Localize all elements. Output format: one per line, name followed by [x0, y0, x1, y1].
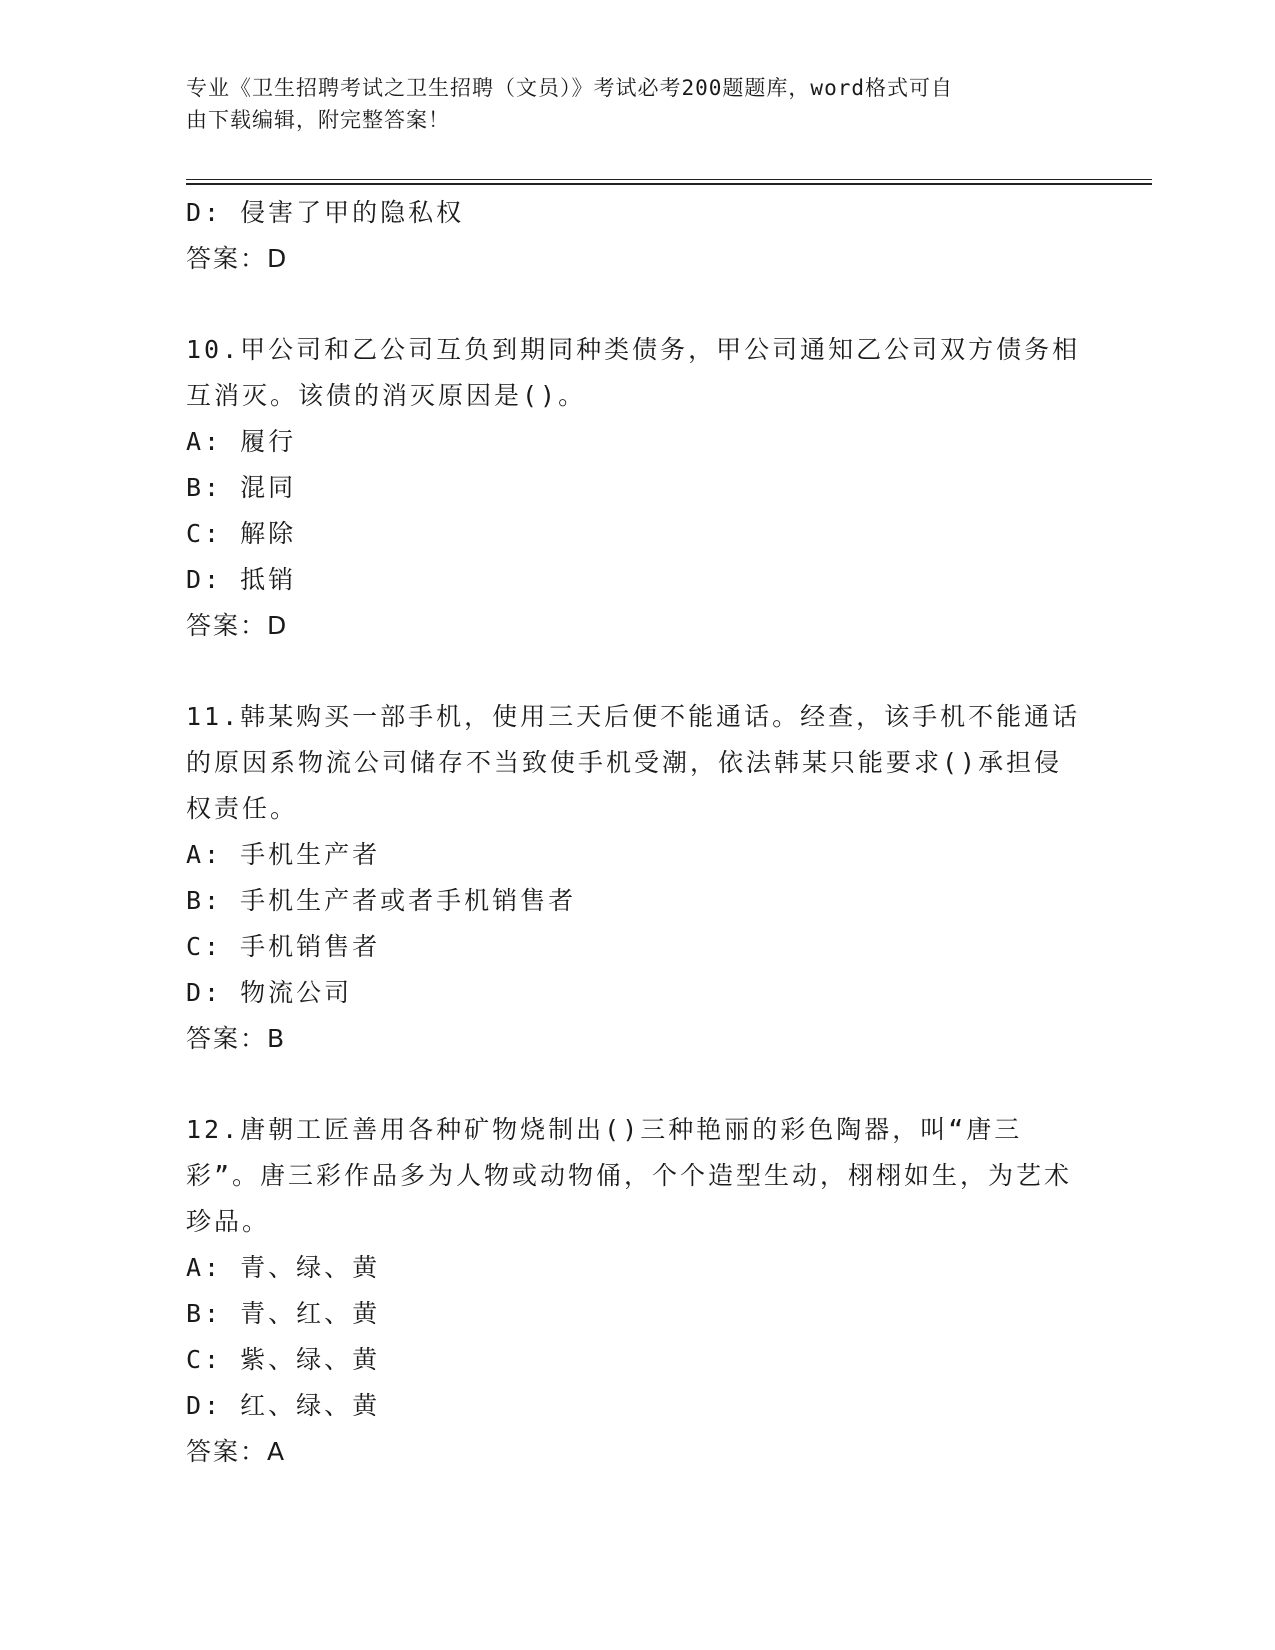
question-10: [186, 327, 1086, 649]
answer-line: 答案：D: [186, 611, 289, 640]
option-b: B: 青、红、黄: [186, 1299, 381, 1328]
option-c: C: 手机销售者: [186, 932, 381, 961]
header-divider-thin: [186, 179, 1152, 180]
option-d: D: 物流公司: [186, 978, 353, 1007]
answer-line: 答案：D: [186, 244, 289, 273]
option-a: A: 手机生产者: [186, 840, 381, 869]
question-text: 12.唐朝工匠善用各种矿物烧制出()三种艳丽的彩色陶器，叫“唐三彩”。唐三彩作品多为人物或动物俑，个个造型生动，栩栩如生，为艺术珍品。: [186, 1115, 1073, 1236]
answer-line: 答案：B: [186, 1024, 287, 1053]
option-c: C: 解除: [186, 519, 297, 548]
question-12: [186, 1107, 1086, 1475]
document-header: [186, 72, 1086, 136]
question-text: 11.韩某购买一部手机，使用三天后便不能通话。经查，该手机不能通话的原因系物流公司储存不当致使手机受潮，依法韩某只能要求()承担侵权责任。: [186, 702, 1081, 823]
previous-question-tail: [186, 190, 1086, 282]
option-d: D: 侵害了甲的隐私权: [186, 198, 465, 227]
option-d: D: 红、绿、黄: [186, 1391, 381, 1420]
header-title-line-2: 由下载编辑，附完整答案！: [186, 108, 450, 132]
option-b: B: 混同: [186, 473, 297, 502]
answer-line: 答案：A: [186, 1437, 287, 1466]
option-b: B: 手机生产者或者手机销售者: [186, 886, 577, 915]
option-d: D: 抵销: [186, 565, 297, 594]
option-a: A: 青、绿、黄: [186, 1253, 381, 1282]
option-a: A: 履行: [186, 427, 297, 456]
document-body: [186, 190, 1086, 1475]
option-c: C: 紫、绿、黄: [186, 1345, 381, 1374]
question-text: 10.甲公司和乙公司互负到期同种类债务，甲公司通知乙公司双方债务相互消灭。该债的消灭原因是()。: [186, 335, 1081, 410]
header-divider-thick: [186, 183, 1152, 185]
header-title-line-1: 专业《卫生招聘考试之卫生招聘（文员）》考试必考200题题库，word格式可自: [186, 76, 953, 100]
question-11: [186, 694, 1086, 1062]
